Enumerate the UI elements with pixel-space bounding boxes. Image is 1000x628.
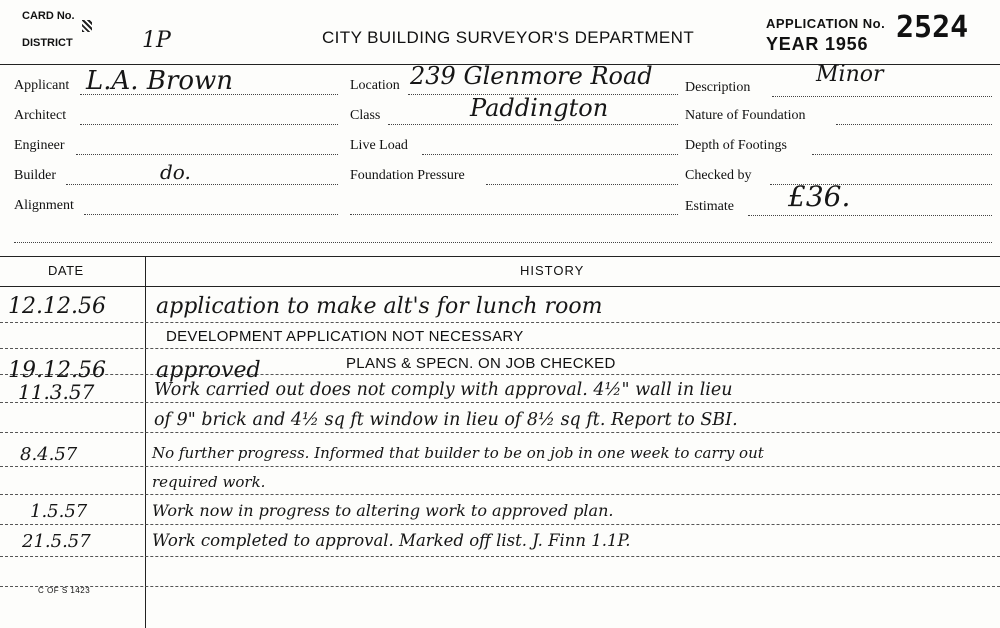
row-history: approved [156, 358, 261, 383]
alignment-label: Alignment [14, 198, 74, 213]
builder-line [66, 184, 338, 185]
application-label: APPLICATION No. [766, 16, 886, 31]
date-column-header: DATE [48, 263, 84, 278]
row-rule [0, 586, 1000, 587]
depth-of-footings-line [812, 154, 992, 155]
estimate-value: £36. [788, 180, 851, 213]
row-history: application to make alt's for lunch room [156, 294, 603, 319]
row-rule [0, 524, 1000, 525]
row-date: 1.5.57 [30, 501, 88, 522]
card-no-mark-icon [82, 20, 92, 32]
builder-value: do. [160, 160, 191, 184]
fields-bottom-line [14, 242, 992, 243]
application-number: 2524 [896, 10, 969, 45]
applicant-value: L.A. Brown [86, 66, 234, 96]
district-value: 1P [142, 28, 171, 53]
row-history: Work completed to approval. Marked off list. J. Finn 1.1P. [152, 531, 631, 550]
row-history-stamp: DEVELOPMENT APPLICATION NOT NECESSARY [166, 328, 524, 345]
row-history: No further progress. Informed that builder to be on job in one week to carry out [152, 444, 764, 462]
form-code: C OF S 1423 [38, 586, 91, 595]
alignment-line [84, 214, 338, 215]
row-rule [0, 432, 1000, 433]
location-value-1: 239 Glenmore Road [410, 62, 653, 90]
location-label: Location [350, 78, 400, 93]
row-history: of 9" brick and 4½ sq ft window in lieu of 8½ sq ft. Report to SBI. [154, 410, 738, 430]
row-rule [0, 556, 1000, 557]
live-load-label: Live Load [350, 138, 408, 153]
estimate-label: Estimate [685, 199, 734, 214]
builder-label: Builder [14, 168, 56, 183]
live-load-line [422, 154, 678, 155]
checked-by-label: Checked by [685, 168, 752, 183]
description-value: Minor [816, 62, 884, 87]
depth-of-footings-label: Depth of Footings [685, 138, 787, 153]
row-date: 21.5.57 [22, 531, 91, 552]
estimate-line [748, 215, 992, 216]
row-history: Work now in progress to altering work to approved plan. [152, 501, 614, 520]
location-value-2: Paddington [470, 94, 609, 122]
row-rule [0, 348, 1000, 349]
row-date: 11.3.57 [18, 380, 95, 404]
history-column-header: HISTORY [520, 263, 585, 278]
district-label: DISTRICT [22, 37, 73, 49]
department-title: CITY BUILDING SURVEYOR'S DEPARTMENT [322, 28, 695, 47]
row-history-stamp: PLANS & SPECN. ON JOB CHECKED [346, 355, 616, 372]
class-label: Class [350, 108, 381, 123]
applicant-label: Applicant [14, 78, 70, 93]
date-column-divider [145, 256, 146, 628]
row-rule [0, 494, 1000, 495]
architect-line [80, 124, 338, 125]
engineer-label: Engineer [14, 138, 65, 153]
row-history: required work. [152, 473, 266, 491]
table-header-divider [0, 286, 1000, 287]
row-rule [0, 402, 1000, 403]
description-line [772, 96, 992, 97]
architect-label: Architect [14, 108, 67, 123]
card-no-label: CARD No. [22, 10, 75, 22]
year-label: YEAR 1956 [766, 34, 869, 54]
class-line [388, 124, 678, 125]
description-label: Description [685, 80, 751, 95]
row-rule [0, 322, 1000, 323]
nature-of-foundation-label: Nature of Foundation [685, 108, 806, 123]
row-date: 8.4.57 [20, 444, 78, 465]
engineer-line [76, 154, 338, 155]
nature-of-foundation-line [836, 124, 992, 125]
row-history: Work carried out does not comply with approval. 4½" wall in lieu [154, 380, 733, 400]
row-date: 19.12.56 [8, 358, 106, 383]
table-top-border [0, 256, 1000, 257]
row-rule [0, 466, 1000, 467]
middle-blank-line [350, 214, 678, 215]
row-date: 12.12.56 [8, 294, 106, 319]
row-rule [0, 374, 1000, 375]
foundation-pressure-label: Foundation Pressure [350, 168, 465, 183]
foundation-pressure-line [486, 184, 678, 185]
